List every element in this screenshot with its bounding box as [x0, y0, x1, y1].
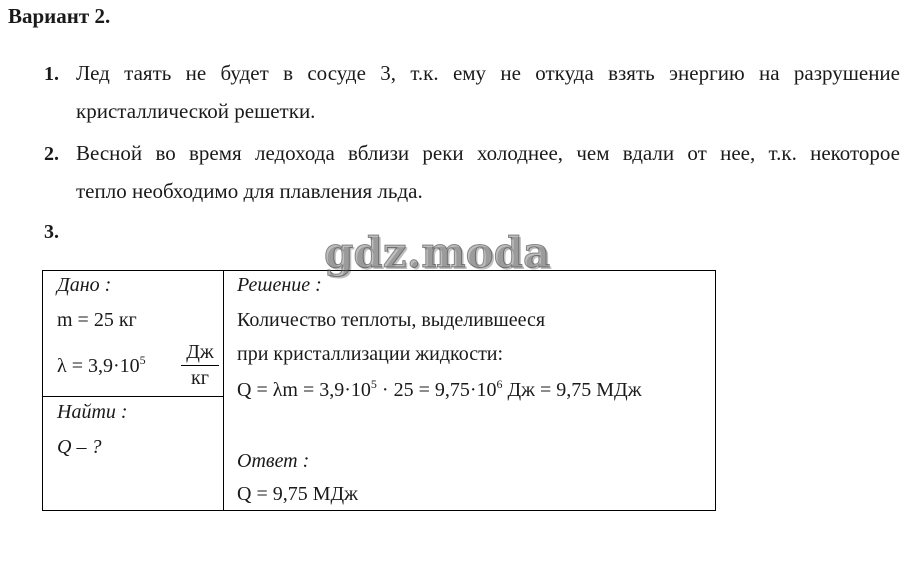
- item-text-line: Весной во время ледохода вблизи реки холоднее, чем вдали от нее, т.к. некоторое: [76, 141, 900, 165]
- item-number: 2.: [44, 143, 59, 165]
- unit-denominator: кг: [191, 367, 209, 389]
- variant-title: Вариант 2.: [8, 4, 111, 28]
- item-text-line: Лед таять не будет в сосуде 3, т.к. ему не откуда взять энергию на разрушение: [76, 61, 900, 85]
- item-number: 3.: [44, 221, 59, 243]
- item-text-line: кристаллической решетки.: [76, 99, 316, 123]
- lambda-exponent: 5: [139, 353, 146, 367]
- given-lambda: [57, 355, 146, 378]
- solution-formula: [237, 379, 642, 402]
- answer-value: Q = 9,75 МДж: [237, 483, 358, 505]
- find-label: Найти :: [57, 401, 128, 423]
- given-mass: m = 25 кг: [57, 309, 137, 331]
- solution-line: Количество теплоты, выделившееся: [237, 309, 546, 331]
- row-divider: [43, 396, 224, 397]
- solution-label: Решение :: [237, 274, 322, 296]
- solution-line: при кристаллизации жидкости:: [237, 343, 504, 365]
- lambda-value: λ = 3,9·10: [57, 355, 140, 377]
- item-text-line: тепло необходимо для плавления льда.: [76, 179, 423, 203]
- task-table: [42, 270, 716, 511]
- fraction-line: [181, 365, 219, 366]
- formula-part: · 25 = 9,75·10: [376, 379, 497, 401]
- lambda-unit-fraction: [181, 341, 219, 390]
- answer-label: Ответ :: [237, 450, 310, 472]
- formula-part: Дж = 9,75 МДж: [502, 379, 642, 401]
- item-number: 1.: [44, 63, 59, 85]
- watermark-logo: gdz.moda: [324, 228, 551, 277]
- formula-exponent: 6: [496, 377, 503, 391]
- given-label: Дано :: [57, 274, 112, 296]
- column-divider: [223, 271, 224, 510]
- find-value: Q – ?: [57, 436, 102, 458]
- formula-part: Q = λm = 3,9·10: [237, 379, 371, 401]
- formula-exponent: 5: [370, 377, 377, 391]
- unit-numerator: Дж: [186, 341, 214, 363]
